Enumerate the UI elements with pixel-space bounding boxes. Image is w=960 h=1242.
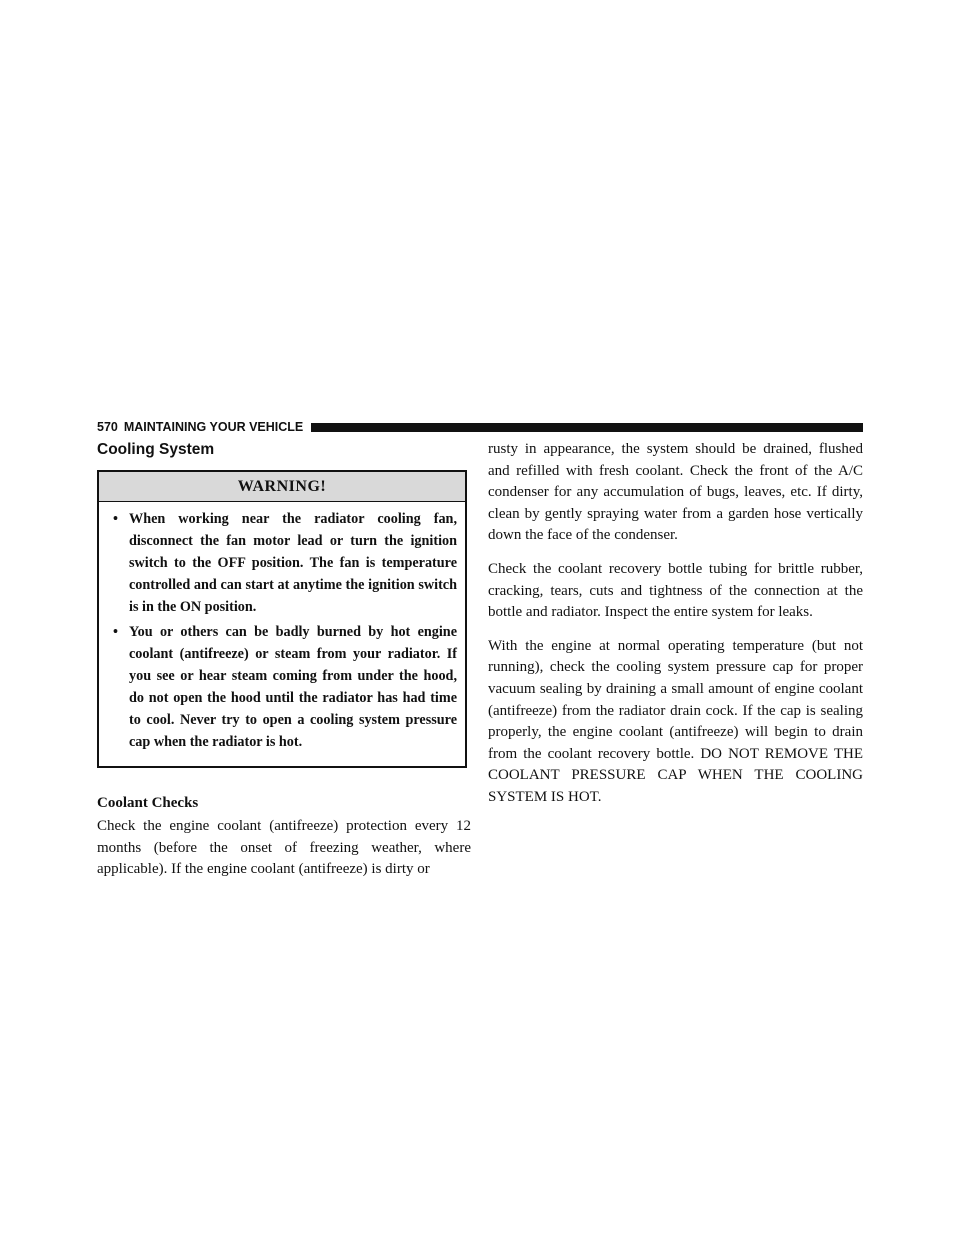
warning-item — [107, 621, 457, 753]
warning-list — [99, 502, 465, 766]
warning-title: WARNING! — [99, 472, 465, 502]
coolant-checks-paragraph-start: Check the engine coolant (antifreeze) protection every 12 months (before the onset of freezing weather, where applicable). If the engine coolant (antifreeze) is dirty or — [97, 818, 471, 878]
warning-box — [97, 470, 467, 768]
page-header — [97, 418, 863, 436]
warning-item — [107, 508, 457, 618]
pressure-cap-paragraph: With the engine at normal operating temperature (but not running), check the cooling system pressure cap for proper vacuum sealing by draining a small amount of engine coolant (antifreeze) from the radiator drain cock. If the cap is sealing properly, the engine coolant (antifreeze) will begin to drain from the coolant recovery bottle. DO NOT REMOVE THE COOLANT PRESSURE CAP WHEN THE COOLING SYSTEM IS HOT. — [488, 637, 863, 805]
bullet-icon: • — [113, 624, 118, 640]
bullet-icon: • — [113, 511, 118, 527]
header-rule — [311, 423, 863, 432]
coolant-checks-paragraph-continued: rusty in appearance, the system should be drained, flushed and refilled with fresh coolant. Check the front of the A/C condenser for any accumulation of bugs, leaves, etc. If dirty, clean by gently spraying water from a garden hose vertically down the face of the condenser. — [488, 441, 863, 544]
left-column — [97, 470, 471, 893]
coolant-checks-heading: Coolant Checks — [97, 795, 199, 811]
warning-text: When working near the radiator cooling fan, disconnect the fan motor lead or turn the ignition switch to the OFF position. The fan is temperature controlled and can start at anytime the ignition switch is in the ON position. — [129, 511, 457, 615]
page-number: 570 — [97, 420, 118, 434]
warning-text: You or others can be badly burned by hot engine coolant (antifreeze) or steam from your radiator. If you see or hear steam coming from under the hood, do not open the hood until the radiator has had time to cool. Never try to open a cooling system pressure cap when the radiator is hot. — [129, 624, 457, 750]
right-column — [488, 439, 863, 821]
recovery-bottle-paragraph: Check the coolant recovery bottle tubing for brittle rubber, cracking, tears, cuts and tightness of the connection at the bottle and radiator. Inspect the entire system for leaks. — [488, 560, 863, 621]
section-title: Cooling System — [97, 441, 215, 458]
section-name: MAINTAINING YOUR VEHICLE — [123, 420, 304, 434]
